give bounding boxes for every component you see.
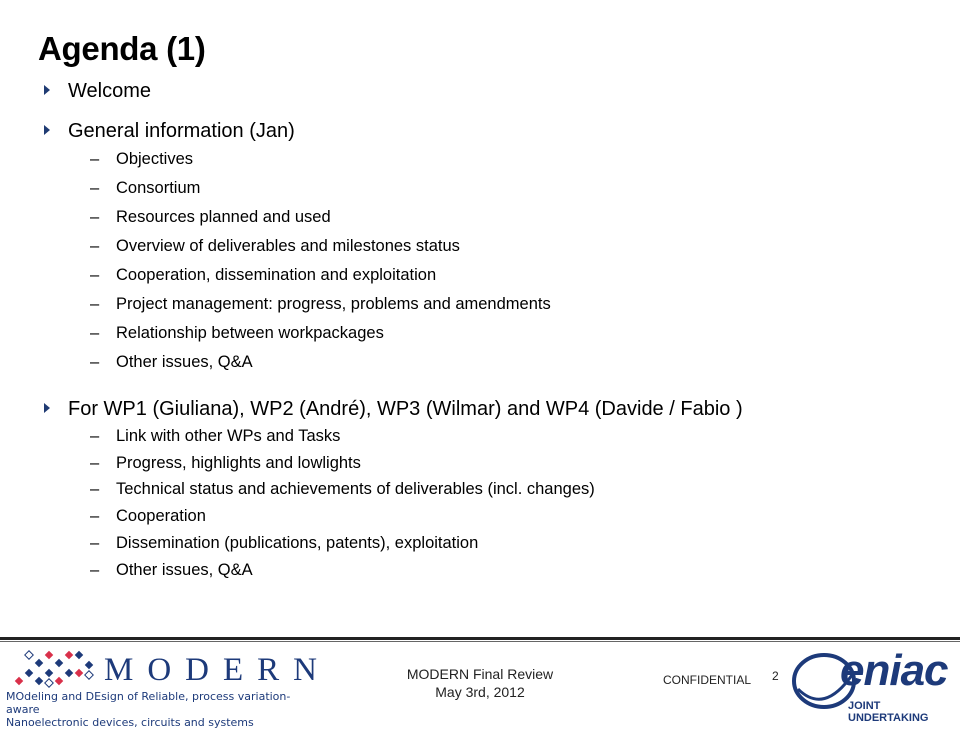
bullet-arrow-icon — [44, 125, 50, 135]
sub-item: – Consortium — [90, 179, 201, 197]
sub-item: – Link with other WPs and Tasks — [90, 427, 341, 445]
sub-item: – Resources planned and used — [90, 208, 331, 226]
sub-item-label: Relationship between workpackages — [116, 324, 384, 342]
sub-item-label: Link with other WPs and Tasks — [116, 427, 341, 445]
agenda-item-label: General information (Jan) — [68, 120, 295, 142]
bullet-arrow-icon — [44, 85, 50, 95]
agenda-item-welcome — [44, 80, 151, 103]
sub-item: – Cooperation, dissemination and exploitation — [90, 266, 437, 284]
eniac-subtitle: JOINT UNDERTAKING — [848, 700, 929, 724]
sub-item-label: Technical status and achievements of deliverables (incl. changes) — [116, 480, 595, 498]
sub-item-label: Cooperation, dissemination and exploitation — [116, 266, 437, 284]
footer-divider-thin — [0, 641, 960, 642]
sub-item: – Technical status and achievements of deliverables (incl. changes) — [90, 480, 595, 498]
sub-item: – Dissemination (publications, patents), exploitation — [90, 534, 479, 552]
sub-item-label: Dissemination (publications, patents), exploitation — [116, 534, 479, 552]
sub-item-label: Objectives — [116, 150, 194, 168]
sub-item: – Other issues, Q&A — [90, 561, 253, 579]
sub-item-label: Resources planned and used — [116, 208, 331, 226]
modern-tagline — [6, 690, 306, 729]
modern-tagline-line-2: Nanoelectronic devices, circuits and systems — [6, 716, 254, 729]
sub-item: – Relationship between workpackages — [90, 324, 384, 342]
sub-item: – Cooperation — [90, 507, 206, 525]
page-number: 2 — [772, 669, 779, 683]
sub-item: – Project management: progress, problems and amendments — [90, 295, 551, 313]
sub-item-label: Other issues, Q&A — [116, 561, 253, 579]
modern-tagline-line-1: MOdeling and DEsign of Reliable, process variation-aware — [6, 690, 291, 716]
slide-title: Agenda (1) — [38, 30, 206, 67]
sub-item-label: Other issues, Q&A — [116, 353, 253, 371]
sub-item-label: Cooperation — [116, 507, 206, 525]
bullet-arrow-icon — [44, 403, 50, 413]
agenda-item-workpackages — [44, 398, 743, 421]
sub-item-label: Project management: progress, problems and amendments — [116, 295, 551, 313]
agenda-item-label: For WP1 (Giuliana), WP2 (André), WP3 (Wilmar) and WP4 (Davide / Fabio ) — [68, 398, 743, 420]
review-title: MODERN Final Review — [406, 666, 554, 682]
footer-review-info — [380, 665, 580, 701]
confidential-label: CONFIDENTIAL — [663, 673, 752, 687]
modern-logo-text: MODERN — [104, 652, 332, 688]
eniac-logo-text: eniac — [840, 646, 948, 695]
agenda-item-general-information — [44, 120, 295, 143]
sub-item: – Progress, highlights and lowlights — [90, 454, 361, 472]
sub-item-label: Consortium — [116, 179, 201, 197]
sub-item: – Overview of deliverables and milestones status — [90, 237, 460, 255]
sub-item: – Other issues, Q&A — [90, 353, 253, 371]
sub-item: – Objectives — [90, 150, 194, 168]
sub-item-label: Progress, highlights and lowlights — [116, 454, 361, 472]
sub-item-label: Overview of deliverables and milestones status — [116, 237, 460, 255]
review-date: May 3rd, 2012 — [435, 684, 525, 700]
agenda-item-label: Welcome — [68, 80, 151, 102]
footer-divider — [0, 637, 960, 640]
